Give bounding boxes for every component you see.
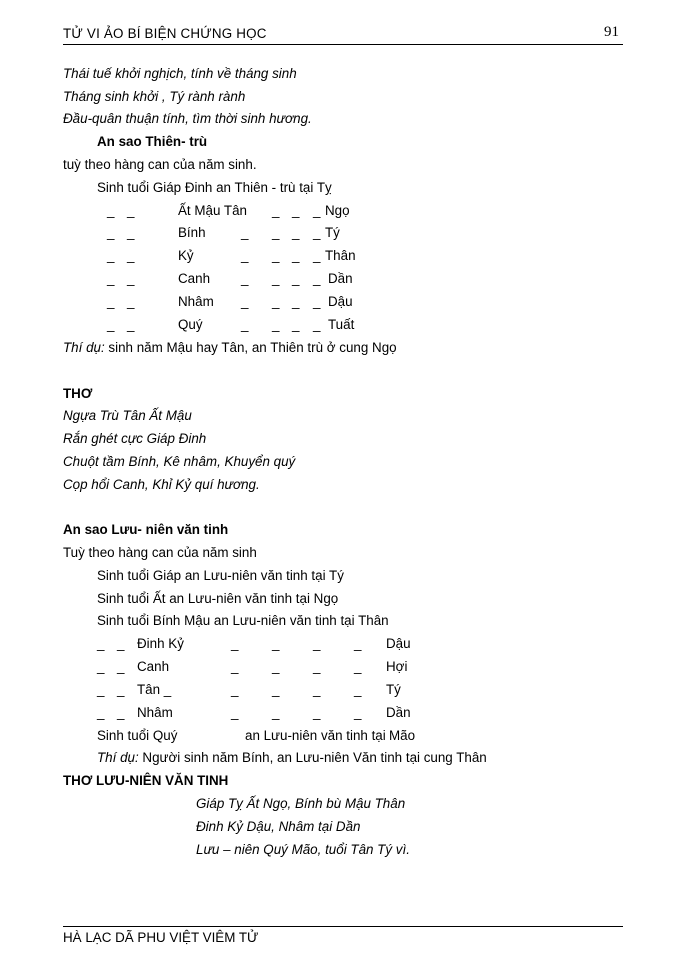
dash: _ <box>313 317 321 332</box>
page-number: 91 <box>604 24 619 40</box>
dash: _ <box>117 659 125 674</box>
section-heading-tho-luu-nien: THƠ LƯU-NIÊN VĂN TINH <box>63 773 229 788</box>
poem-line: Ngựa Trù Tân Ất Mậu <box>63 408 192 423</box>
poem-line: Rắn ghét cực Giáp Đinh <box>63 431 207 446</box>
can-cell: Canh <box>137 659 170 674</box>
poem-line: Thái tuế khởi nghịch, tính về tháng sinh <box>63 66 297 81</box>
dash: _ <box>313 682 321 697</box>
dash: _ <box>313 248 321 263</box>
dash: _ <box>231 682 239 697</box>
dash: _ <box>354 636 362 651</box>
dash: _ <box>272 317 280 332</box>
poem-line: Đinh Kỷ Dậu, Nhâm tại Dần <box>196 819 361 834</box>
can-cell: Nhâm <box>137 705 173 720</box>
dash: _ <box>272 271 280 286</box>
dash: _ <box>241 248 249 263</box>
dash: _ <box>241 317 249 332</box>
cung-cell: Dậu <box>328 294 353 309</box>
can-cell: Quý <box>178 317 203 332</box>
dash: _ <box>127 294 135 309</box>
dash: _ <box>272 636 280 651</box>
dash: _ <box>107 294 115 309</box>
poem-line: Tháng sinh khởi , Tý rành rành <box>63 89 246 104</box>
dash: _ <box>117 705 125 720</box>
dash: _ <box>241 271 249 286</box>
can-cell: Kỷ <box>178 248 194 263</box>
poem-line: Lưu – niên Quý Mão, tuổi Tân Tý vì. <box>196 842 410 857</box>
dash: _ <box>127 203 135 218</box>
dash: _ <box>292 317 300 332</box>
cung-cell: Tý <box>325 225 340 240</box>
quy-rule-left: Sinh tuổi Quý <box>97 728 178 743</box>
dash: _ <box>313 294 321 309</box>
cung-cell: Dần <box>328 271 353 286</box>
dash: _ <box>241 294 249 309</box>
poem-line: Đầu-quân thuận tính, tìm thời sinh hương. <box>63 111 312 126</box>
dash: _ <box>107 271 115 286</box>
can-cell: Nhâm <box>178 294 214 309</box>
cung-cell: Tuất <box>328 317 355 332</box>
rule-line: Sinh tuổi Giáp an Lưu-niên văn tinh tại Tý <box>97 568 344 583</box>
example-line <box>97 751 487 764</box>
section-heading-luu-nien: An sao Lưu- niên văn tinh <box>63 522 229 537</box>
section-heading-thien-tru: An sao Thiên- trù <box>97 134 208 149</box>
dash: _ <box>231 636 239 651</box>
dash: _ <box>241 225 249 240</box>
footer-rule <box>63 926 623 927</box>
can-cell: Ất Mậu Tân <box>178 203 247 218</box>
dash: _ <box>231 659 239 674</box>
cung-cell: Dậu <box>386 636 411 651</box>
dash: _ <box>292 248 300 263</box>
can-cell: Đinh Kỷ <box>137 636 184 651</box>
dash: _ <box>272 294 280 309</box>
dash: _ <box>117 636 125 651</box>
cung-cell: Hợi <box>386 659 408 674</box>
dash: _ <box>292 271 300 286</box>
dash: _ <box>292 225 300 240</box>
example-label: Thí dụ: <box>97 750 139 765</box>
dash: _ <box>313 225 321 240</box>
dash: _ <box>97 659 105 674</box>
dash: _ <box>292 203 300 218</box>
dash: _ <box>97 636 105 651</box>
dash: _ <box>272 203 280 218</box>
dash: _ <box>313 271 321 286</box>
rule-line: Sinh tuổi Bính Mậu an Lưu-niên văn tinh tại Thân <box>97 613 389 628</box>
can-cell: Bính <box>178 225 206 240</box>
dash: _ <box>354 659 362 674</box>
dash: _ <box>272 659 280 674</box>
poem-line: Chuột tầm Bính, Kê nhâm, Khuyển quý <box>63 454 296 469</box>
can-cell: Tân _ <box>137 682 172 697</box>
cung-cell: Tý <box>386 682 401 697</box>
dash: _ <box>127 225 135 240</box>
dash: _ <box>231 705 239 720</box>
dash: _ <box>313 705 321 720</box>
rule-line: Sinh tuổi Ất an Lưu-niên văn tinh tại Ngọ <box>97 591 339 606</box>
section-heading-tho: THƠ <box>63 386 93 401</box>
example-text: Người sinh năm Bính, an Lưu-niên Văn tinh tại cung Thân <box>142 750 487 765</box>
poem-line: Giáp Tỵ Ất Ngọ, Bính bù Mậu Thân <box>196 796 406 811</box>
dash: _ <box>107 225 115 240</box>
dash: _ <box>107 317 115 332</box>
dash: _ <box>272 682 280 697</box>
page-footer: HÀ LẠC DÃ PHU VIỆT VIÊM TỬ <box>63 930 259 945</box>
dash: _ <box>127 271 135 286</box>
cung-cell: Dần <box>386 705 411 720</box>
dash: _ <box>107 248 115 263</box>
dash: _ <box>107 203 115 218</box>
section-intro: tuỳ theo hàng can của năm sinh. <box>63 157 257 172</box>
example-label: Thí dụ: <box>63 340 105 355</box>
section-intro: Tuỳ theo hàng can của năm sinh <box>63 545 257 560</box>
quy-rule-right: Mão <box>389 728 416 743</box>
page-header-title: TỬ VI ẢO BÍ BIỆN CHỨNG HỌC <box>63 26 267 41</box>
example-line <box>63 341 397 354</box>
dash: _ <box>272 225 280 240</box>
dash: _ <box>313 203 321 218</box>
example-text: sinh năm Mậu hay Tân, an Thiên trù ở cung Ngọ <box>108 340 397 355</box>
dash: _ <box>272 248 280 263</box>
dash: _ <box>127 248 135 263</box>
rule-line: Sinh tuổi Giáp Đinh an Thiên - trù tại Tỵ <box>97 180 332 195</box>
cung-cell: Ngọ <box>325 203 350 218</box>
dash: _ <box>117 682 125 697</box>
dash: _ <box>313 659 321 674</box>
dash: _ <box>313 636 321 651</box>
dash: _ <box>354 682 362 697</box>
quy-rule-mid: an Lưu-niên văn tinh tại <box>245 728 386 743</box>
can-cell: Canh <box>178 271 211 286</box>
header-rule <box>63 44 623 45</box>
dash: _ <box>97 682 105 697</box>
dash: _ <box>354 705 362 720</box>
cung-cell: Thân <box>325 248 356 263</box>
dash: _ <box>97 705 105 720</box>
dash: _ <box>127 317 135 332</box>
dash: _ <box>272 705 280 720</box>
dash: _ <box>292 294 300 309</box>
poem-line: Cọp hổi Canh, Khỉ Kỷ quí hương. <box>63 477 260 492</box>
